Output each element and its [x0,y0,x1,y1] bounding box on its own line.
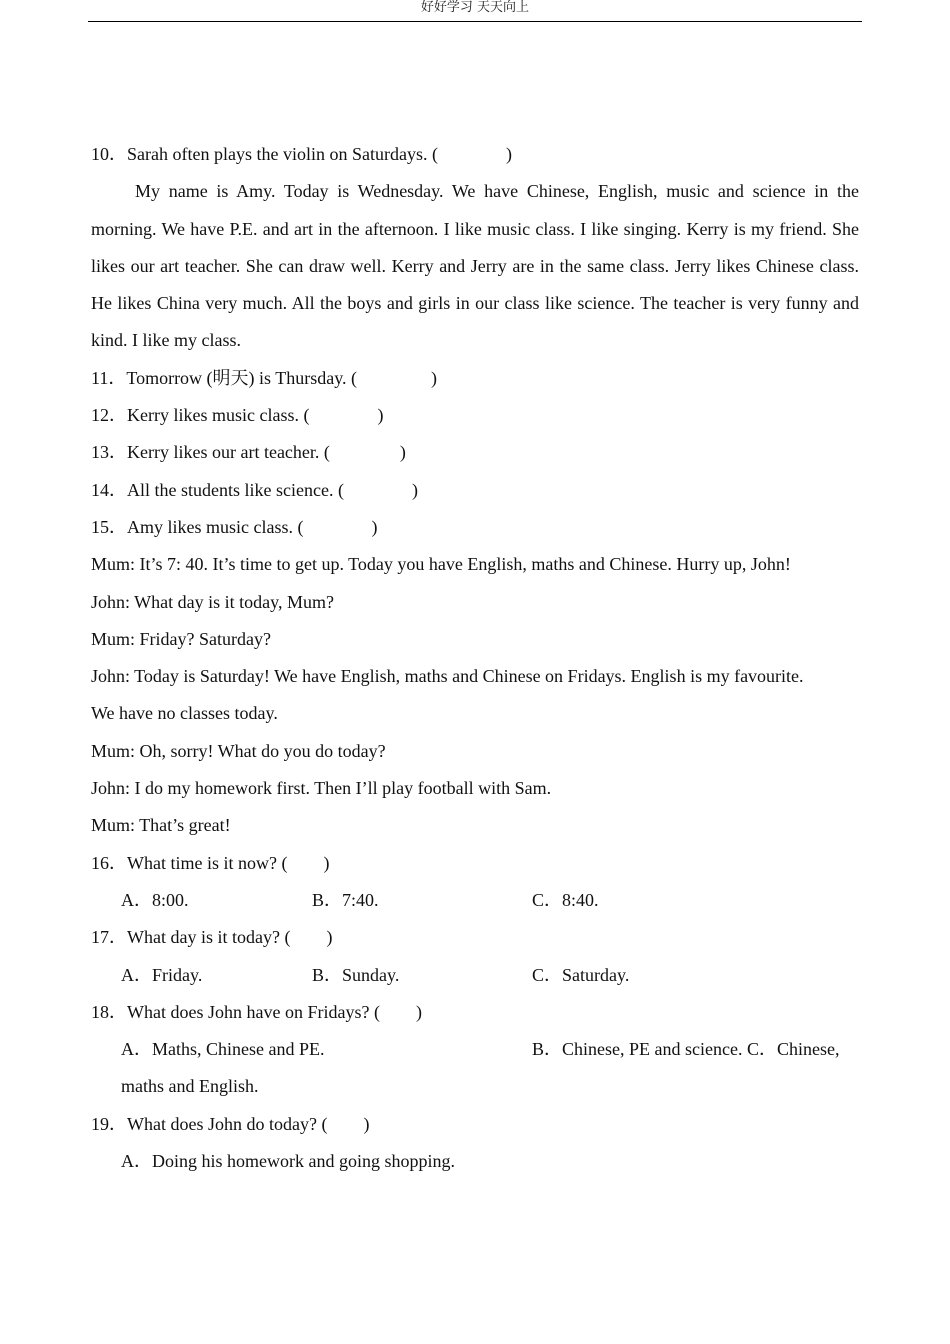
question-17-options [91,957,859,994]
question-19-options [91,1143,859,1180]
worksheet-content [91,136,859,1180]
option-a: A．8:00. [121,889,189,910]
question-18-options [91,1031,859,1068]
dialogue-line: Mum: Friday? Saturday? [91,628,271,649]
option-c-continued: maths and English. [121,1076,259,1097]
question-19: 19．What does John do today? ( ) [91,1113,370,1134]
reading-passage: My name is Amy. Today is Wednesday. We have Chinese, English, music and science in the morning. We have P.E. and art in the afternoon. I like music class. I like singing. Kerry is my friend. She likes our art teacher. She can draw well. Kerry and Jerry are in the same class. Jerry likes Chinese class. He likes China very much. All the boys and girls in our class like science. The teacher is very funny and kind. I like my class. [91,181,859,351]
dialogue-line: John: What day is it today, Mum? [91,591,334,612]
question-10: 10．Sarah often plays the violin on Saturdays. ( ) [91,144,512,164]
option-a: A．Doing his homework and going shopping. [121,1151,455,1172]
dialogue-line: We have no classes today. [91,703,278,724]
question-17: 17．What day is it today? ( ) [91,927,333,948]
option-b: B．7:40. [312,889,379,910]
option-c: C．Saturday. [532,964,630,985]
dialogue-line: Mum: It’s 7: 40. It’s time to get up. Today you have English, maths and Chinese. Hurry up, John! [91,554,791,575]
question-14: 14．All the students like science. ( ) [91,479,418,500]
dialogue-line: John: I do my homework first. Then I’ll play football with Sam. [91,778,552,799]
question-13: 13．Kerry likes our art teacher. ( ) [91,442,406,463]
dialogue-line: Mum: Oh, sorry! What do you do today? [91,740,386,761]
dialogue-line: John: Today is Saturday! We have English, maths and Chinese on Fridays. English is my favourite. [91,666,804,687]
question-18: 18．What does John have on Fridays? ( ) [91,1001,422,1022]
option-a: A．Friday. [121,964,203,985]
header-text: 好好学习 天天向上 [420,0,530,15]
option-c: C．8:40. [532,889,599,910]
question-12: 12．Kerry likes music class. ( ) [91,405,384,426]
question-16-options [91,882,859,919]
dialogue-line: Mum: That’s great! [91,815,231,836]
question-16: 16．What time is it now? ( ) [91,852,330,873]
question-18-options-cont [91,1068,859,1105]
question-15: 15．Amy likes music class. ( ) [91,516,378,537]
option-b: B．Sunday. [312,964,400,985]
option-a: A．Maths, Chinese and PE. [121,1039,325,1060]
option-b-c: B．Chinese, PE and science. C．Chinese, [532,1039,840,1060]
page-header [88,0,862,22]
question-11: 11．Tomorrow (明天) is Thursday. ( ) [91,367,438,388]
